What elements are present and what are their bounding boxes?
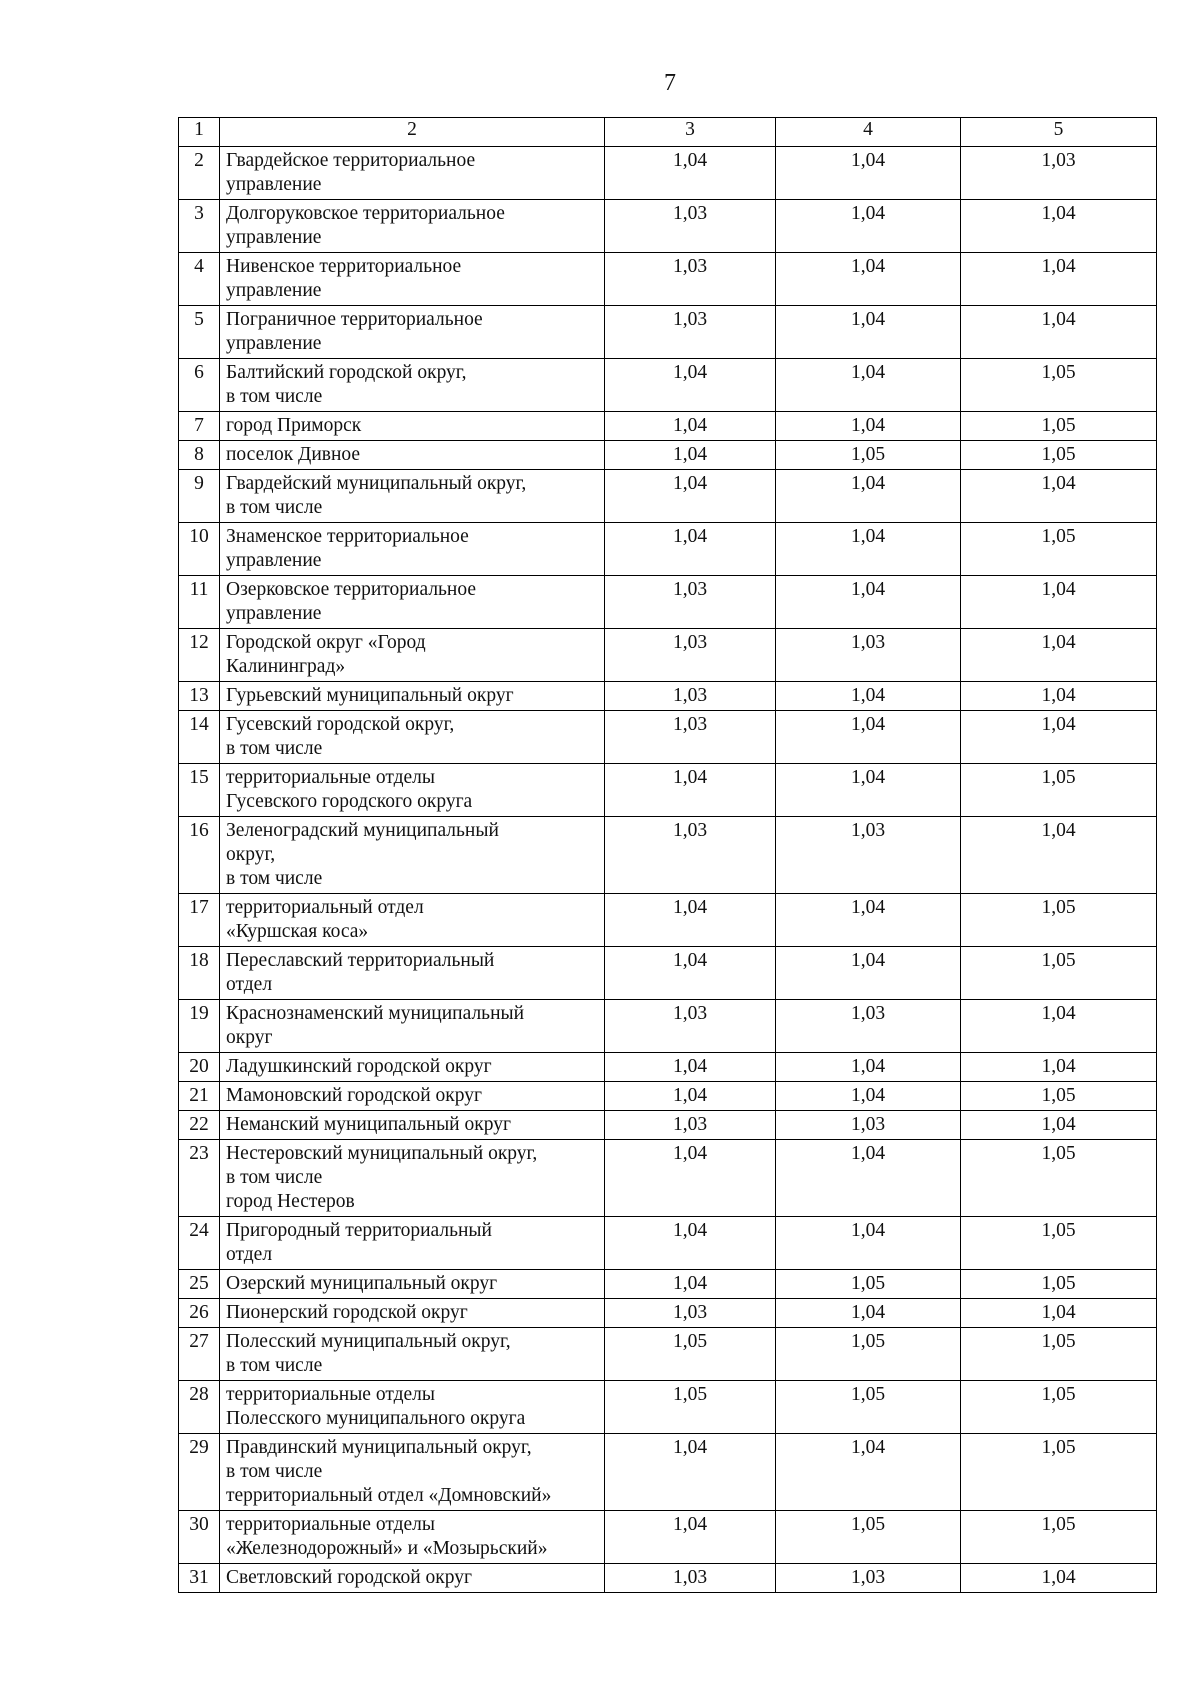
row-number-cell: 4 — [179, 253, 220, 306]
header-cell-3: 3 — [605, 118, 776, 147]
territory-name-cell: Озерский муниципальный округ — [220, 1270, 605, 1299]
row-number-cell: 21 — [179, 1082, 220, 1111]
column-5-value-cell: 1,05 — [961, 1511, 1157, 1564]
column-3-value-cell: 1,03 — [605, 711, 776, 764]
column-4-value-cell: 1,04 — [776, 253, 961, 306]
row-number-cell: 2 — [179, 147, 220, 200]
header-cell-4: 4 — [776, 118, 961, 147]
table-row — [179, 711, 1157, 764]
column-3-value-cell: 1,04 — [605, 947, 776, 1000]
column-4-value-cell: 1,04 — [776, 894, 961, 947]
column-4-value-cell: 1,04 — [776, 523, 961, 576]
column-3-value-cell: 1,03 — [605, 306, 776, 359]
column-5-value-cell: 1,04 — [961, 629, 1157, 682]
column-5-value-cell: 1,05 — [961, 894, 1157, 947]
row-number-cell: 26 — [179, 1299, 220, 1328]
territory-name-cell: Полесский муниципальный округ, в том числе — [220, 1328, 605, 1381]
column-3-value-cell: 1,03 — [605, 817, 776, 894]
row-number-cell: 12 — [179, 629, 220, 682]
table-row — [179, 523, 1157, 576]
territory-name-cell: Гвардейский муниципальный округ, в том числе — [220, 470, 605, 523]
column-5-value-cell: 1,04 — [961, 253, 1157, 306]
column-3-value-cell: 1,03 — [605, 200, 776, 253]
table-row — [179, 894, 1157, 947]
column-4-value-cell: 1,03 — [776, 629, 961, 682]
table-row — [179, 1053, 1157, 1082]
column-3-value-cell: 1,04 — [605, 1511, 776, 1564]
column-5-value-cell: 1,05 — [961, 1140, 1157, 1217]
column-4-value-cell: 1,05 — [776, 1328, 961, 1381]
table-row — [179, 441, 1157, 470]
column-3-value-cell: 1,03 — [605, 1000, 776, 1053]
column-4-value-cell: 1,04 — [776, 470, 961, 523]
column-5-value-cell: 1,05 — [961, 1217, 1157, 1270]
row-number-cell: 24 — [179, 1217, 220, 1270]
column-5-value-cell: 1,04 — [961, 682, 1157, 711]
row-number-cell: 29 — [179, 1434, 220, 1511]
territory-name-cell: Нестеровский муниципальный округ, в том числе город Нестеров — [220, 1140, 605, 1217]
column-5-value-cell: 1,05 — [961, 1270, 1157, 1299]
territory-name-cell: Пограничное территориальное управление — [220, 306, 605, 359]
column-3-value-cell: 1,03 — [605, 1299, 776, 1328]
territory-name-cell: Озерковское территориальное управление — [220, 576, 605, 629]
table-row — [179, 359, 1157, 412]
table-row — [179, 412, 1157, 441]
data-table — [178, 117, 1157, 1593]
header-cell-1: 1 — [179, 118, 220, 147]
territory-name-cell: Пригородный территориальный отдел — [220, 1217, 605, 1270]
row-number-cell: 31 — [179, 1564, 220, 1593]
territory-name-cell: Зеленоградский муниципальный округ, в том числе — [220, 817, 605, 894]
column-3-value-cell: 1,03 — [605, 1564, 776, 1593]
column-4-value-cell: 1,05 — [776, 441, 961, 470]
column-5-value-cell: 1,05 — [961, 412, 1157, 441]
table-row — [179, 764, 1157, 817]
column-5-value-cell: 1,04 — [961, 576, 1157, 629]
column-3-value-cell: 1,04 — [605, 1140, 776, 1217]
column-3-value-cell: 1,04 — [605, 1053, 776, 1082]
row-number-cell: 6 — [179, 359, 220, 412]
territory-name-cell: Переславский территориальный отдел — [220, 947, 605, 1000]
table-row — [179, 147, 1157, 200]
column-5-value-cell: 1,04 — [961, 200, 1157, 253]
row-number-cell: 5 — [179, 306, 220, 359]
table-row — [179, 1140, 1157, 1217]
column-3-value-cell: 1,04 — [605, 1270, 776, 1299]
column-4-value-cell: 1,04 — [776, 1053, 961, 1082]
row-number-cell: 27 — [179, 1328, 220, 1381]
table-row — [179, 1299, 1157, 1328]
column-4-value-cell: 1,04 — [776, 947, 961, 1000]
column-4-value-cell: 1,04 — [776, 682, 961, 711]
row-number-cell: 10 — [179, 523, 220, 576]
table-row — [179, 1381, 1157, 1434]
row-number-cell: 25 — [179, 1270, 220, 1299]
table-row — [179, 947, 1157, 1000]
table-row — [179, 1564, 1157, 1593]
table-row — [179, 576, 1157, 629]
column-3-value-cell: 1,04 — [605, 1082, 776, 1111]
column-5-value-cell: 1,04 — [961, 1000, 1157, 1053]
territory-name-cell: Пионерский городской округ — [220, 1299, 605, 1328]
column-3-value-cell: 1,04 — [605, 894, 776, 947]
territory-name-cell: Гурьевский муниципальный округ — [220, 682, 605, 711]
territory-name-cell: Городской округ «Город Калининград» — [220, 629, 605, 682]
row-number-cell: 8 — [179, 441, 220, 470]
column-5-value-cell: 1,05 — [961, 359, 1157, 412]
territory-name-cell: город Приморск — [220, 412, 605, 441]
column-4-value-cell: 1,03 — [776, 817, 961, 894]
column-5-value-cell: 1,04 — [961, 1564, 1157, 1593]
territory-name-cell: Знаменское территориальное управление — [220, 523, 605, 576]
column-5-value-cell: 1,04 — [961, 470, 1157, 523]
column-5-value-cell: 1,05 — [961, 947, 1157, 1000]
column-5-value-cell: 1,05 — [961, 441, 1157, 470]
table-row — [179, 470, 1157, 523]
table-row — [179, 1000, 1157, 1053]
territory-name-cell: Краснознаменский муниципальный округ — [220, 1000, 605, 1053]
table-row — [179, 1434, 1157, 1511]
column-4-value-cell: 1,04 — [776, 1299, 961, 1328]
territory-name-cell: территориальные отделы Полесского муниципального округа — [220, 1381, 605, 1434]
table-row — [179, 1111, 1157, 1140]
table-row — [179, 682, 1157, 711]
column-4-value-cell: 1,05 — [776, 1270, 961, 1299]
column-3-value-cell: 1,04 — [605, 441, 776, 470]
column-5-value-cell: 1,04 — [961, 817, 1157, 894]
table-row — [179, 253, 1157, 306]
table-row — [179, 1270, 1157, 1299]
column-5-value-cell: 1,04 — [961, 1111, 1157, 1140]
page-number: 7 — [664, 70, 676, 96]
column-4-value-cell: 1,04 — [776, 412, 961, 441]
column-5-value-cell: 1,05 — [961, 1381, 1157, 1434]
column-3-value-cell: 1,03 — [605, 629, 776, 682]
column-4-value-cell: 1,04 — [776, 359, 961, 412]
column-5-value-cell: 1,04 — [961, 1053, 1157, 1082]
column-5-value-cell: 1,05 — [961, 1328, 1157, 1381]
column-4-value-cell: 1,04 — [776, 1217, 961, 1270]
row-number-cell: 18 — [179, 947, 220, 1000]
column-3-value-cell: 1,03 — [605, 253, 776, 306]
row-number-cell: 15 — [179, 764, 220, 817]
column-3-value-cell: 1,03 — [605, 682, 776, 711]
column-4-value-cell: 1,05 — [776, 1511, 961, 1564]
column-3-value-cell: 1,04 — [605, 764, 776, 817]
column-4-value-cell: 1,04 — [776, 200, 961, 253]
column-3-value-cell: 1,04 — [605, 359, 776, 412]
row-number-cell: 17 — [179, 894, 220, 947]
column-4-value-cell: 1,04 — [776, 1434, 961, 1511]
column-3-value-cell: 1,04 — [605, 147, 776, 200]
table-row — [179, 817, 1157, 894]
column-4-value-cell: 1,04 — [776, 147, 961, 200]
column-5-value-cell: 1,04 — [961, 306, 1157, 359]
column-4-value-cell: 1,03 — [776, 1000, 961, 1053]
column-3-value-cell: 1,05 — [605, 1328, 776, 1381]
column-3-value-cell: 1,04 — [605, 523, 776, 576]
column-4-value-cell: 1,03 — [776, 1564, 961, 1593]
column-4-value-cell: 1,04 — [776, 1082, 961, 1111]
column-5-value-cell: 1,04 — [961, 1299, 1157, 1328]
table-row — [179, 629, 1157, 682]
column-4-value-cell: 1,04 — [776, 576, 961, 629]
column-3-value-cell: 1,04 — [605, 1434, 776, 1511]
territory-name-cell: Нивенское территориальное управление — [220, 253, 605, 306]
territory-name-cell: Гусевский городской округ, в том числе — [220, 711, 605, 764]
column-5-value-cell: 1,05 — [961, 764, 1157, 817]
table-row — [179, 200, 1157, 253]
row-number-cell: 28 — [179, 1381, 220, 1434]
row-number-cell: 16 — [179, 817, 220, 894]
table-row — [179, 1217, 1157, 1270]
column-5-value-cell: 1,05 — [961, 1434, 1157, 1511]
territory-name-cell: Неманский муниципальный округ — [220, 1111, 605, 1140]
row-number-cell: 22 — [179, 1111, 220, 1140]
column-4-value-cell: 1,04 — [776, 711, 961, 764]
territory-name-cell: Мамоновский городской округ — [220, 1082, 605, 1111]
row-number-cell: 13 — [179, 682, 220, 711]
territory-name-cell: Правдинский муниципальный округ, в том числе территориальный отдел «Домновский» — [220, 1434, 605, 1511]
column-3-value-cell: 1,05 — [605, 1381, 776, 1434]
territory-name-cell: Долгоруковское территориальное управление — [220, 200, 605, 253]
row-number-cell: 3 — [179, 200, 220, 253]
row-number-cell: 30 — [179, 1511, 220, 1564]
column-3-value-cell: 1,04 — [605, 412, 776, 441]
column-5-value-cell: 1,03 — [961, 147, 1157, 200]
header-cell-2: 2 — [220, 118, 605, 147]
territory-name-cell: Ладушкинский городской округ — [220, 1053, 605, 1082]
column-4-value-cell: 1,04 — [776, 306, 961, 359]
column-4-value-cell: 1,04 — [776, 1140, 961, 1217]
column-3-value-cell: 1,04 — [605, 470, 776, 523]
column-5-value-cell: 1,05 — [961, 523, 1157, 576]
column-4-value-cell: 1,03 — [776, 1111, 961, 1140]
table-row — [179, 1328, 1157, 1381]
territory-name-cell: территориальные отделы «Железнодорожный» и «Мозырьский» — [220, 1511, 605, 1564]
territory-name-cell: поселок Дивное — [220, 441, 605, 470]
column-5-value-cell: 1,05 — [961, 1082, 1157, 1111]
row-number-cell: 20 — [179, 1053, 220, 1082]
table-header-row — [179, 118, 1157, 147]
table-row — [179, 306, 1157, 359]
territory-name-cell: территориальные отделы Гусевского городского округа — [220, 764, 605, 817]
territory-name-cell: Светловский городской округ — [220, 1564, 605, 1593]
header-cell-5: 5 — [961, 118, 1157, 147]
table-row — [179, 1511, 1157, 1564]
row-number-cell: 14 — [179, 711, 220, 764]
territory-name-cell: территориальный отдел «Куршская коса» — [220, 894, 605, 947]
row-number-cell: 7 — [179, 412, 220, 441]
column-5-value-cell: 1,04 — [961, 711, 1157, 764]
territory-name-cell: Гвардейское территориальное управление — [220, 147, 605, 200]
column-3-value-cell: 1,04 — [605, 1217, 776, 1270]
row-number-cell: 19 — [179, 1000, 220, 1053]
table-row — [179, 1082, 1157, 1111]
row-number-cell: 9 — [179, 470, 220, 523]
column-4-value-cell: 1,04 — [776, 764, 961, 817]
column-3-value-cell: 1,03 — [605, 1111, 776, 1140]
row-number-cell: 11 — [179, 576, 220, 629]
row-number-cell: 23 — [179, 1140, 220, 1217]
territory-name-cell: Балтийский городской округ, в том числе — [220, 359, 605, 412]
column-3-value-cell: 1,03 — [605, 576, 776, 629]
column-4-value-cell: 1,05 — [776, 1381, 961, 1434]
